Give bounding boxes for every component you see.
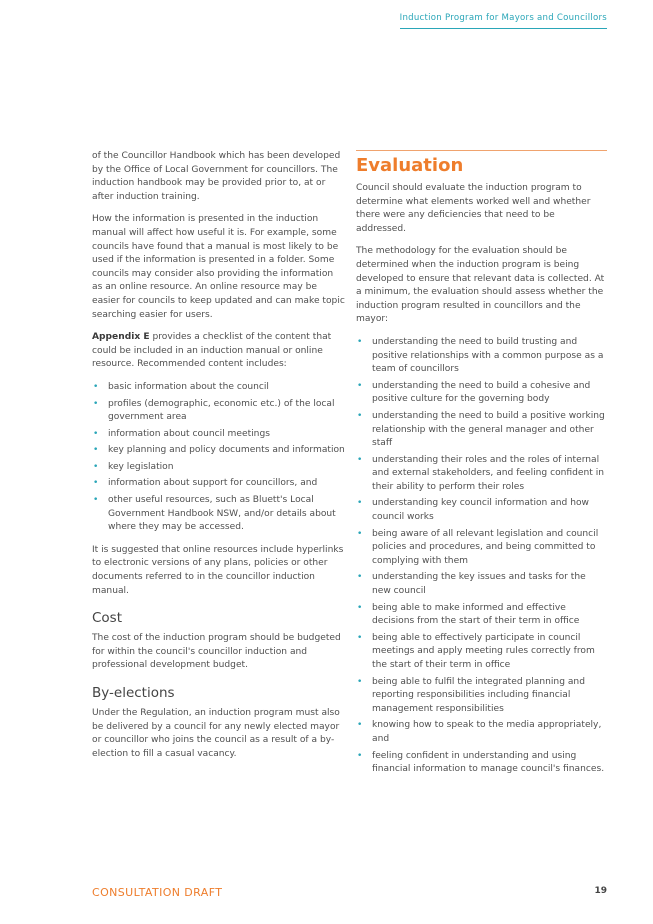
paragraph: The cost of the induction program should be budgeted for within the council's councillor induction and professional development budget.: [92, 633, 341, 671]
paragraph: Council should evaluate the induction program to determine what elements worked well and whether there were any deficiencies that need to be addressed.: [356, 183, 591, 234]
list-item: • being able to fulfil the integrated planning and reporting responsibilities including financial management responsibilities: [356, 676, 607, 717]
list-item: • knowing how to speak to the media appropriately, and: [356, 719, 607, 746]
list-item: • basic information about the council: [92, 381, 345, 395]
list-item: • understanding the key issues and tasks for the new council: [356, 571, 607, 598]
running-header: Induction Program for Mayors and Councillors: [400, 13, 607, 29]
list-item: • feeling confident in understanding and using financial information to manage council's finances.: [356, 750, 607, 777]
list-item: • other useful resources, such as Bluett's Local Government Handbook NSW, and/or details about where they may be accessed.: [92, 494, 345, 535]
paragraph: Under the Regulation, an induction program must also be delivered by a council for any newly elected mayor or councillor who joins the council as a result of a by-election to fill a casual vacancy.: [92, 708, 340, 759]
paragraph: How the information is presented in the induction manual will affect how useful it is. For example, some councils have found that a manual is most likely to be used if the information is presented in a folder. Some councils may consider also providing the information as an online resource. An online resource may be easier for councils to keep updated and can make topic searching easier for users.: [92, 214, 345, 320]
list-item: • understanding the need to build trusting and positive relationships with a common purpose as a team of councillors: [356, 336, 607, 377]
list-item: • profiles (demographic, economic etc.) of the local government area: [92, 398, 345, 425]
list-item: • key legislation: [92, 461, 345, 475]
paragraph: [92, 331, 345, 372]
list-item: • information about support for councillors, and: [92, 477, 345, 491]
paragraph: of the Councillor Handbook which has been developed by the Office of Local Government for councillors. The induction handbook may be provided prior to, at or after induction training.: [92, 151, 341, 202]
appendix-reference: Appendix E: [92, 332, 150, 343]
right-column: [356, 150, 607, 786]
paragraph-text: provides a checklist of the content that could be included in an induction manual or online resource. Recommended content includes:: [92, 332, 332, 370]
list-item: • understanding key council information and how council works: [356, 497, 607, 524]
page-number: 19: [594, 886, 607, 896]
list-item: • being able to effectively participate in council meetings and apply meeting rules correctly from the start of their term in office: [356, 632, 607, 673]
paragraph: It is suggested that online resources include hyperlinks to electronic versions of any plans, policies or other documents referred to in the councillor induction manual.: [92, 544, 344, 596]
cost-heading: Cost: [92, 610, 123, 627]
list-item: • understanding their roles and the roles of internal and external stakeholders, and feeling confident in their ability to perform their roles: [356, 454, 607, 495]
list-item: • key planning and policy documents and information: [92, 444, 345, 458]
list-item: • being able to make informed and effective decisions from the start of their term in office: [356, 602, 607, 629]
content-list: [92, 381, 345, 535]
list-item: • understanding the need to build a positive working relationship with the general manager and other staff: [356, 410, 607, 451]
list-item: • understanding the need to build a cohesive and positive culture for the governing body: [356, 380, 607, 407]
evaluation-list: [356, 336, 607, 777]
list-item: • information about council meetings: [92, 428, 345, 442]
left-column: [92, 150, 345, 770]
list-item: • being aware of all relevant legislation and council policies and procedures, and being committed to complying with them: [356, 528, 607, 569]
evaluation-heading: Evaluation: [356, 155, 464, 176]
by-elections-heading: By-elections: [92, 685, 175, 701]
paragraph: The methodology for the evaluation should be determined when the induction program is being developed to ensure that relevant data is collected. At a minimum, the evaluation should assess whether the induction program resulted in councillors and the mayor:: [356, 246, 605, 325]
draft-label: CONSULTATION DRAFT: [92, 886, 223, 899]
